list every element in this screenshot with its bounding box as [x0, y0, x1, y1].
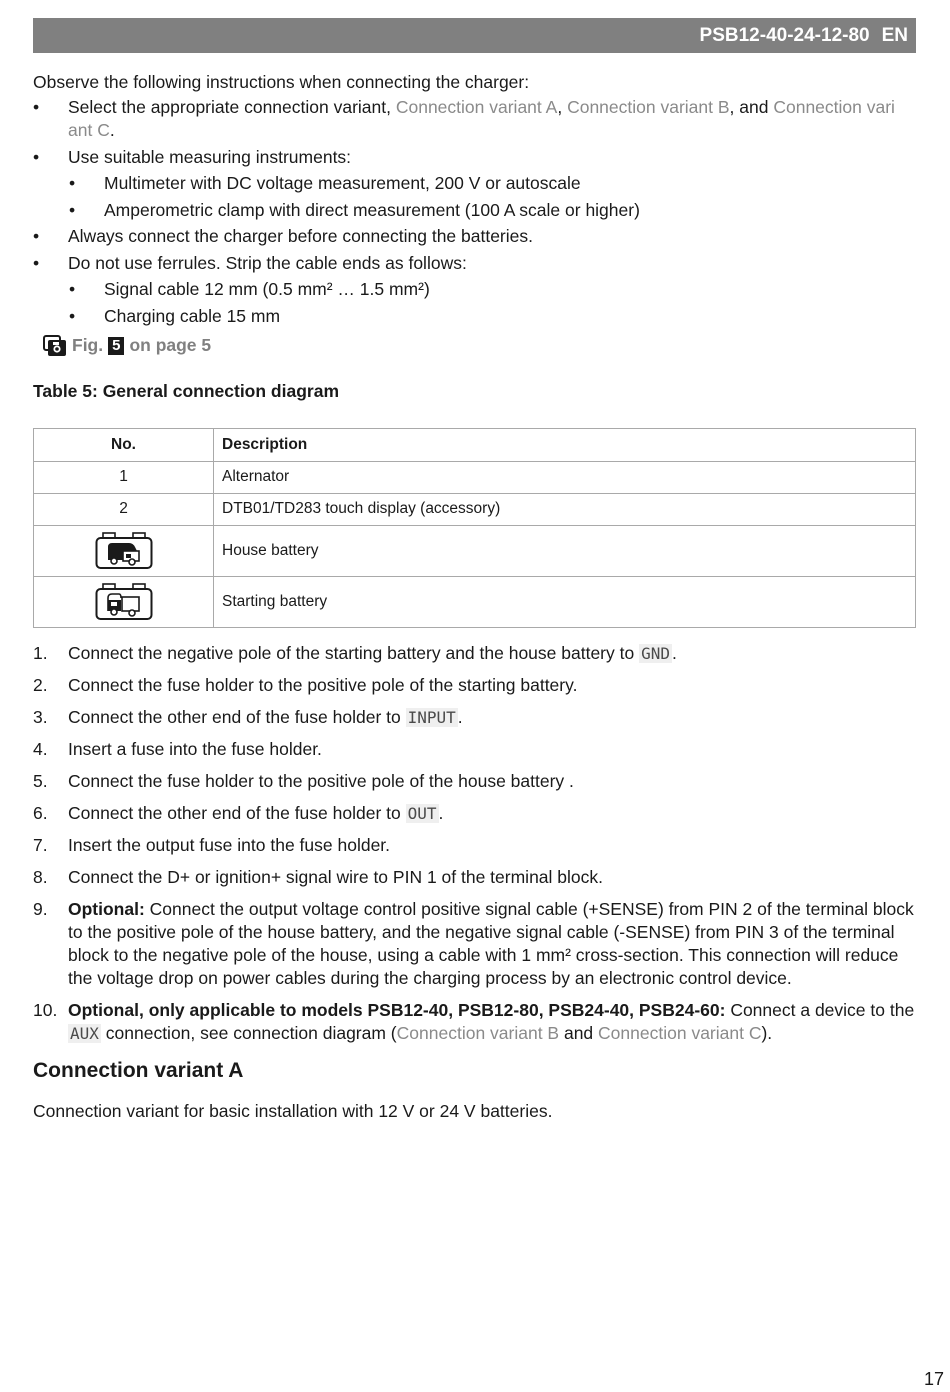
figure-page: on page 5	[129, 335, 212, 355]
page-header	[33, 18, 916, 53]
step-item	[33, 999, 916, 1045]
bullet-dot: •	[33, 226, 40, 246]
step-number: 6.	[33, 802, 48, 823]
page-number: 17	[924, 1369, 945, 1389]
table-row	[34, 576, 916, 627]
link-connection-variant-b[interactable]: Connection variant B	[567, 97, 730, 117]
bullet-dot: •	[69, 199, 76, 220]
bullet-text: Signal cable 12 mm (0.5 mm² … 1.5 mm²)	[104, 279, 430, 299]
figure-label: Fig.	[72, 335, 104, 355]
step-item	[33, 738, 916, 761]
step-bold-label: Optional, only applicable to models PSB12-40, PSB12-80, PSB24-40, PSB24-60:	[68, 999, 726, 1020]
bullet-connection-variant	[33, 96, 916, 142]
starting-battery-icon	[95, 583, 153, 621]
cell-icon	[34, 525, 214, 576]
punctuation: ).	[761, 1022, 773, 1043]
step-text: Connect a device to the	[725, 999, 915, 1020]
step-item	[33, 674, 916, 697]
step-number: 1.	[33, 642, 48, 663]
column-header-description: Description	[214, 428, 916, 461]
cell-description: DTB01/TD283 touch display (accessory)	[214, 493, 916, 525]
column-header-no: No.	[34, 428, 214, 461]
sub-bullet-clamp	[69, 199, 916, 222]
bullet-text: Multimeter with DC voltage measurement, 200 V or autoscale	[104, 173, 581, 193]
step-text: Connect the fuse holder to the positive pole of the starting battery.	[68, 674, 578, 695]
figure-number: 5	[108, 337, 124, 355]
step-number: 10.	[33, 999, 58, 1020]
step-text: Connect the other end of the fuse holder to	[68, 706, 406, 727]
bullet-dot: •	[69, 173, 76, 193]
bullet-dot: •	[33, 97, 40, 117]
bullet-dot: •	[33, 146, 40, 167]
terminal-aux: AUX	[70, 1023, 99, 1043]
step-number: 2.	[33, 674, 48, 695]
bullet-text: Use suitable measuring instruments:	[68, 146, 352, 167]
header-language: EN	[881, 24, 908, 46]
bullet-text: Always connect the charger before connecting the batteries.	[68, 226, 533, 246]
link-connection-variant-c[interactable]: Connection variant C	[598, 1022, 762, 1043]
step-text: Connect the negative pole of the starting battery and the house battery to	[68, 642, 640, 663]
punctuation: .	[671, 642, 677, 663]
bullet-dot: •	[33, 252, 40, 273]
step-text: Connect the output voltage control positive signal cable (+SENSE) from PIN 2 of the terminal block to the positive pole of the house battery, and the negative signal cable (-SENSE) from PIN 3 of the terminal block to the negative pole of the house, using a cable with 1 mm² cross-section. This connection will reduce the voltage drop on power cables during the charging process by an electronic control device.	[68, 898, 914, 988]
steps-list	[33, 642, 916, 1045]
bullet-dot: •	[69, 279, 76, 299]
bullet-text: Select the appropriate connection variant,	[68, 97, 396, 117]
intro-text: Observe the following instructions when connecting the charger:	[33, 72, 530, 92]
terminal-out: OUT	[407, 803, 437, 823]
step-item	[33, 834, 916, 857]
step-bold-label: Optional:	[68, 898, 145, 919]
cell-description: Starting battery	[214, 576, 916, 627]
step-item	[33, 898, 916, 990]
link-connection-variant-b[interactable]: Connection variant B	[396, 1022, 560, 1043]
cell-description: House battery	[214, 525, 916, 576]
punctuation: .	[457, 706, 463, 727]
link-connection-variant-a[interactable]: Connection variant A	[395, 97, 558, 117]
cell-icon	[34, 576, 214, 627]
step-text: Connect the fuse holder to the positive pole of the house battery .	[68, 770, 574, 791]
table-header-row	[34, 428, 916, 461]
separator: , and	[729, 97, 774, 117]
step-number: 4.	[33, 738, 48, 759]
terminal-gnd: GND	[641, 643, 670, 663]
bullet-ferrules	[33, 252, 916, 275]
page-content	[33, 70, 916, 1123]
sub-bullet-signal-cable	[69, 278, 916, 301]
table-row	[34, 525, 916, 576]
figure-reference-link[interactable]	[43, 333, 916, 359]
section-description: Connection variant for basic installation with 12 V or 24 V batteries.	[33, 1100, 553, 1121]
step-number: 8.	[33, 866, 48, 887]
header-model: PSB12-40-24-12-80	[699, 24, 870, 46]
bullet-instruments	[33, 146, 916, 169]
cell-no: 1	[34, 461, 214, 493]
section-heading: Connection variant A	[33, 1058, 244, 1082]
table-caption: Table 5: General connection diagram	[33, 380, 340, 401]
step-item	[33, 866, 916, 889]
punctuation: .	[109, 120, 115, 140]
step-number: 5.	[33, 770, 48, 791]
bullet-text: Charging cable 15 mm	[104, 305, 281, 326]
house-battery-icon	[95, 532, 153, 570]
punctuation: .	[438, 802, 444, 823]
step-text: Insert the output fuse into the fuse holder.	[68, 834, 391, 855]
step-item	[33, 642, 916, 665]
camera-icon	[43, 335, 67, 357]
connection-diagram-table	[33, 428, 916, 628]
step-item	[33, 802, 916, 825]
sub-bullet-charging-cable	[69, 305, 916, 328]
terminal-input: INPUT	[407, 707, 456, 727]
step-number: 7.	[33, 834, 48, 855]
step-text: Connect the other end of the fuse holder to	[68, 802, 406, 823]
cell-description: Alternator	[214, 461, 916, 493]
step-text: connection, see connection diagram (	[100, 1022, 397, 1043]
separator: ,	[557, 97, 568, 117]
step-item	[33, 770, 916, 793]
bullet-dot: •	[69, 305, 76, 326]
sub-bullet-multimeter	[69, 172, 916, 195]
bullet-text: Do not use ferrules. Strip the cable ends as follows:	[68, 252, 467, 273]
bullet-text: Amperometric clamp with direct measurement (100 A scale or higher)	[104, 199, 640, 220]
step-text: and	[559, 1022, 599, 1043]
step-number: 3.	[33, 706, 48, 727]
table-row	[34, 461, 916, 493]
link-connection-variant-c[interactable]: Connection vari ant C	[68, 97, 895, 140]
step-text: Connect the D+ or ignition+ signal wire to PIN 1 of the terminal block.	[68, 866, 603, 887]
table-row	[34, 493, 916, 525]
step-item	[33, 706, 916, 729]
cell-no: 2	[34, 493, 214, 525]
bullet-connect-charger-first	[33, 225, 916, 248]
step-text: Insert a fuse into the fuse holder.	[68, 738, 322, 759]
step-number: 9.	[33, 898, 48, 919]
